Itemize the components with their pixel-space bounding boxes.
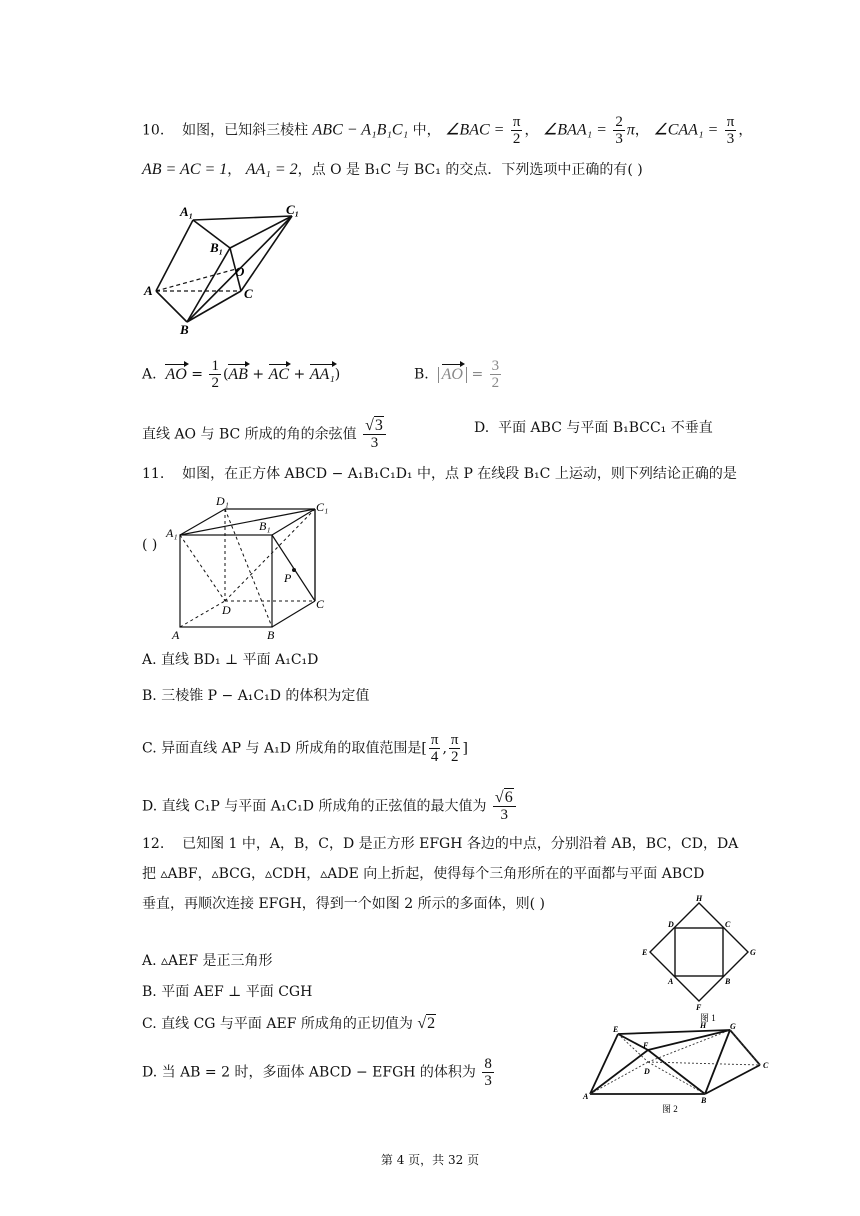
q11-fig-label-B: B — [267, 628, 275, 642]
q10-number: 10. — [142, 122, 165, 139]
q12-line1 — [142, 834, 738, 854]
q10-option-d: D. 平面 ABC 与平面 B₁BCC₁ 不垂直 — [474, 420, 713, 436]
q12-stem-1: 已知图 1 中，A，B，C，D 是正方形 EFGH 各边的中点，分别沿着 AB，BC，CD，DA — [182, 836, 739, 852]
q12-eight-thirds: $\frac{8}{3}$ — [484, 1056, 492, 1089]
q12-line2: 把 ▵ABF，▵BCG，▵CDH，▵ADE 向上折起，使得每个三角形所在的平面都与平面 ABCD — [142, 866, 705, 882]
q12-sqrt2: √2 — [417, 1015, 436, 1032]
q12-fig2-label-G: G — [730, 1022, 736, 1031]
q12-fig2-label-C: C — [763, 1061, 769, 1070]
q11-fig-label-C1: C₁ — [316, 500, 329, 514]
q11-fig-label-A: A — [172, 628, 180, 642]
q11-fig-label-D: D — [222, 603, 231, 617]
q12-option-a: A. ▵AEF 是正三角形 — [142, 953, 273, 969]
q10-vec-ao-magnitude: AO — [441, 365, 463, 383]
q10-prism: ABC − A₁B₁C₁ — [312, 121, 409, 139]
q10-vec-ab: AB — [228, 365, 248, 383]
q11-fig-label-A1: A₁ — [166, 526, 178, 540]
q12-option-c-text: C. 直线 CG 与平面 AEF 所成角的正切值为 — [142, 1016, 413, 1032]
q11-line1 — [142, 464, 737, 484]
q11-pi-over-2: $\frac{\pi}{2}$ — [450, 732, 459, 765]
q11-option-c: C. 异面直线 AP 与 A₁D 所成角的取值范围是[ $\frac{\pi}{4}$ , $\frac{\pi}{2}$ ] — [142, 732, 468, 765]
q10-line2: AB = AC = 1， AA₁ = 2，点 O 是 B₁C 与 BC₁ 的交点．下列选项中正确的有( ) — [142, 161, 643, 178]
q10-option-b: B. AO = $\frac{3}{2}$ — [414, 358, 500, 391]
q10-option-d-text: 平面 ABC 与平面 B₁BCC₁ 不垂直 — [498, 420, 713, 436]
q10-fig-label-B: B — [180, 322, 189, 337]
q10-aa1: AA₁ = 2 — [245, 161, 298, 178]
q11-point-p — [292, 568, 296, 572]
q11-option-d-text: D. 直线 C₁P 与平面 A₁C₁D 所成角的正弦值的最大值为 — [142, 798, 487, 815]
q12-fig1-label-B: B — [725, 977, 731, 986]
q10-prism-figure — [140, 198, 310, 338]
q12-fig2-label-F: F — [643, 1041, 649, 1050]
q12-fig2-label-A: A — [583, 1092, 589, 1101]
q12-fig2-label-E: E — [613, 1025, 619, 1034]
q11-option-a: A. 直线 BD₁ ⊥ 平面 A₁C₁D — [142, 652, 319, 668]
q12-option-b: B. 平面 AEF ⊥ 平面 CGH — [142, 984, 313, 1000]
q10-angle-caa1-frac: $\frac{\pi}{3}$ — [726, 114, 735, 147]
q12-fig1-label-C: C — [725, 920, 731, 929]
q12-fig2-label-B: B — [701, 1096, 707, 1105]
q12-fig1-label-H: H — [696, 894, 703, 903]
q10-fig-label-B1: B₁ — [210, 240, 224, 255]
q10-vec-aa1: AA₁ — [309, 365, 335, 383]
q11-option-c-text: C. 异面直线 AP 与 A₁D 所成角的取值范围是 — [142, 740, 422, 757]
q10-fig-label-A1: A₁ — [180, 204, 194, 219]
page-footer: 第 4 页，共 32 页 — [380, 1153, 480, 1167]
q10-angle-baa1-frac: $\frac{2}{3}$ — [615, 114, 623, 147]
q11-fig-label-C: C — [316, 597, 325, 611]
q12-fig1-label-F: F — [696, 1003, 702, 1012]
q10-angle-caa1: ∠CAA₁ = — [653, 121, 719, 139]
q11-pi-over-4: $\frac{\pi}{4}$ — [430, 732, 439, 765]
q10-fig-label-C: C — [244, 286, 253, 301]
q10-stem-text-c: ，点 O 是 B₁C 与 BC₁ 的交点．下列选项中正确的有( ) — [297, 162, 643, 178]
q12-fig2-caption: 图 2 — [662, 1104, 678, 1114]
q10-fig-label-C1: C₁ — [286, 202, 300, 217]
q11-sqrt6-over-3: $\frac{√6}{3}$ — [493, 790, 516, 823]
q10-three-halves-frac: $\frac{3}{2}$ — [491, 358, 500, 391]
q12-fig1-label-G: G — [750, 948, 756, 957]
q12-line3: 垂直，再顺次连接 EFGH，得到一个如图 2 所示的多面体，则( ) — [142, 896, 545, 912]
q12-figure-2 — [580, 1020, 780, 1118]
q10-option-c — [142, 418, 388, 451]
q11-stem: 如图，在正方体 ABCD − A₁B₁C₁D₁ 中，点 P 在线段 B₁C 上运动，则下列结论正确的是 — [182, 466, 737, 482]
q10-angle-bac: ∠BAC = — [445, 121, 505, 139]
q12-fig2-label-H: H — [700, 1021, 707, 1030]
q11-number: 11. — [142, 466, 165, 482]
q10-option-c-text: 直线 AO 与 BC 所成的角的余弦值 — [142, 426, 357, 443]
q11-fig-label-D1: D₁ — [216, 494, 229, 508]
q10-line1: 10. 如图，已知斜三棱柱 ABC − A₁B₁C₁ 中， ∠BAC = $\frac{\pi}{2}$ ， ∠BAA₁ = $\frac{2}{3}$ π， ∠CAA₁ = $\frac{\pi}{3}$ ， — [142, 114, 753, 147]
q11-fig-label-P: P — [284, 571, 292, 585]
q10-sqrt3-over-3: $\frac{√3}{3}$ — [363, 418, 386, 451]
q10-vec-ac: AC — [268, 365, 290, 383]
q12-option-d — [142, 1056, 496, 1089]
q12-fig1-label-A: A — [668, 977, 674, 986]
q11-option-b: B. 三棱锥 P − A₁C₁D 的体积为定值 — [142, 688, 370, 704]
q12-option-d-text: D. 当 AB = 2 时，多面体 ABCD − EFGH 的体积为 — [142, 1064, 476, 1081]
q12-fig1-label-D: D — [668, 920, 674, 929]
q10-stem-text-b: 中， — [412, 122, 441, 139]
q10-fig-label-A: A — [144, 283, 153, 298]
q11-option-d — [142, 790, 518, 823]
q12-fig1-caption: 图 1 — [700, 1013, 716, 1023]
q10-half-frac: $\frac{1}{2}$ — [211, 358, 219, 391]
q10-option-a: A. AO = $\frac{1}{2}$ (AB + AC + AA₁) — [142, 358, 341, 391]
q10-stem-text-a: 如图，已知斜三棱柱 — [182, 122, 309, 139]
q12-fig1-label-E: E — [642, 948, 648, 957]
q10-vec-ao: AO — [165, 365, 187, 383]
q10-angle-bac-frac: $\frac{\pi}{2}$ — [512, 114, 521, 147]
q10-angle-baa1: ∠BAA₁ = — [542, 121, 607, 139]
q12-figure-1 — [640, 893, 762, 1025]
q12-fig2-label-D: D — [644, 1067, 650, 1076]
q12-option-c — [142, 1014, 436, 1034]
q10-fig-label-O: O — [235, 264, 245, 279]
q11-fig-label-B1: B₁ — [259, 519, 271, 533]
q11-cube-figure — [164, 492, 336, 642]
q10-ab-ac: AB = AC = 1 — [142, 161, 228, 178]
q12-number: 12. — [142, 836, 165, 852]
q11-paren: ( ) — [142, 537, 158, 553]
